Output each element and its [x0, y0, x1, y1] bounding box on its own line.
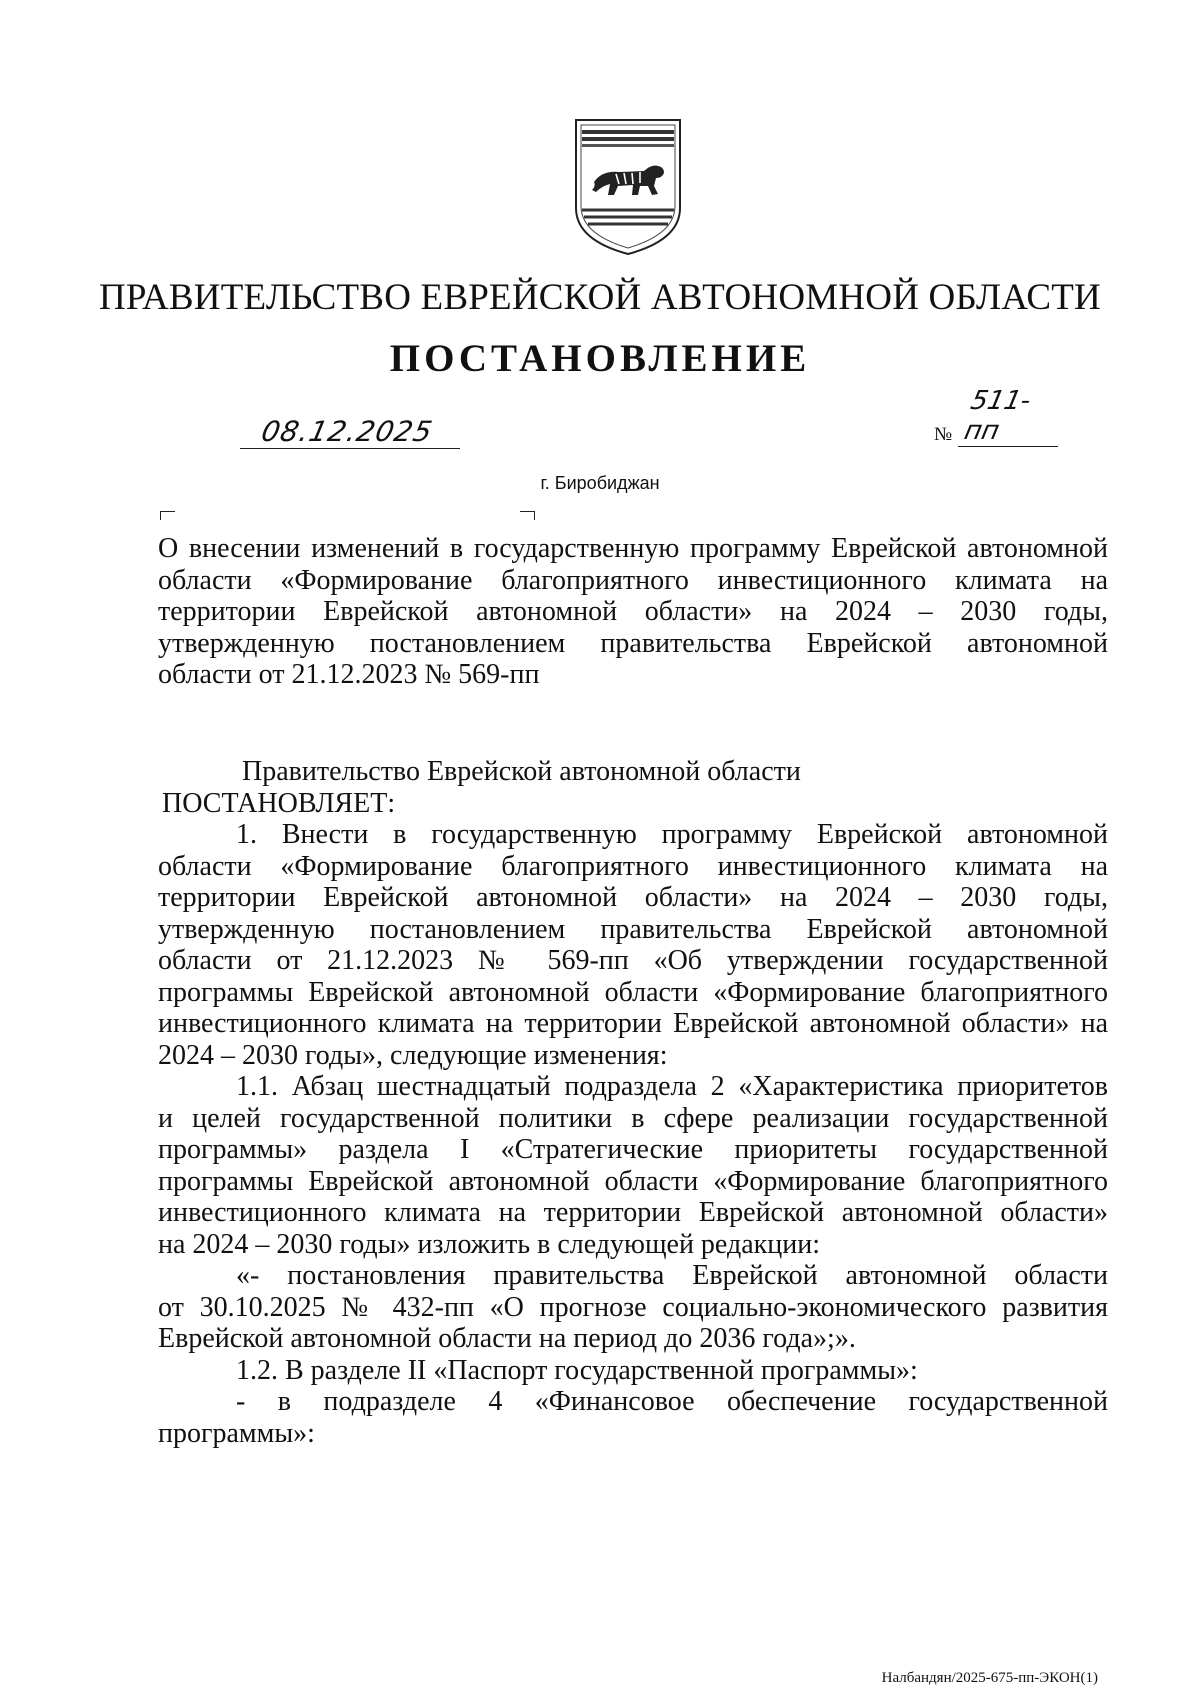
- quote-line: от 30.10.2025 № 432-пп «О прогнозе социально-экономического развития: [158, 1291, 1108, 1323]
- item-1-1-line: 1.1. Абзац шестнадцатый подраздела 2 «Характеристика приоритетов: [236, 1071, 1108, 1102]
- subitem-line: программы»:: [158, 1417, 315, 1449]
- item-1-1-line: и целей государственной политики в сфере реализации государственной: [158, 1102, 1108, 1134]
- document-number-field: [958, 386, 1058, 447]
- item-1-1-line: на 2024 – 2030 годы» изложить в следующей редакции:: [158, 1228, 820, 1260]
- item-1-line: инвестиционного климата на территории Еврейской автономной области» на: [158, 1008, 1108, 1039]
- coat-of-arms-icon: [572, 116, 684, 258]
- issuing-city: г. Биробиджан: [540, 473, 660, 493]
- item-1-line: программы Еврейской автономной области «Формирование благоприятного: [158, 976, 1108, 1008]
- item-1-1-line: программы Еврейской автономной области «Формирование благоприятного: [158, 1165, 1108, 1197]
- item-1-1-line: инвестиционного климата на территории Еврейской автономной области»: [158, 1197, 1108, 1228]
- title-line: области от 21.12.2023 № 569-пп: [158, 659, 540, 690]
- subitem-line: - в подразделе 4 «Финансовое обеспечение государственной: [236, 1386, 1108, 1417]
- title-line: территории Еврейской автономной области» на 2024 – 2030 годы,: [158, 596, 1108, 627]
- document-type: ПОСТАНОВЛЕНИЕ: [389, 337, 811, 380]
- quote-line: Еврейской автономной области на период до 2036 года»;».: [158, 1323, 856, 1354]
- item-1-line: 2024 – 2030 годы», следующие изменения:: [158, 1039, 668, 1071]
- item-1-line: утвержденную постановлением правительства Еврейской автономной: [158, 913, 1108, 945]
- title-line: утвержденную постановлением правительства Еврейской автономной: [158, 627, 1108, 659]
- item-1-line: 1. Внести в государственную программу Еврейской автономной: [236, 819, 1108, 850]
- item-1-line: области «Формирование благоприятного инвестиционного климата на: [158, 850, 1108, 882]
- quote-line: «- постановления правительства Еврейской автономной области: [236, 1260, 1108, 1291]
- item-1-2-line: 1.2. В разделе II «Паспорт государственной программы»:: [236, 1354, 918, 1386]
- title-corner-right: [520, 511, 535, 520]
- item-1-1-line: программы» раздела I «Стратегические приоритеты государственной: [158, 1134, 1108, 1165]
- item-1-line: территории Еврейской автономной области» на 2024 – 2030 годы,: [158, 882, 1108, 913]
- title-line: О внесении изменений в государственную программу Еврейской автономной: [158, 533, 1108, 564]
- document-date: 08.12.2025: [258, 415, 436, 448]
- document-body: [158, 756, 1108, 1449]
- document-date-field: [240, 415, 460, 449]
- title-corner-left: [160, 511, 175, 520]
- document-number: 511-пп: [961, 386, 1034, 446]
- issuing-authority: ПРАВИТЕЛЬСТВО ЕВРЕЙСКОЙ АВТОНОМНОЙ ОБЛАСТИ: [99, 277, 1101, 318]
- title-line: области «Формирование благоприятного инвестиционного климата на: [158, 564, 1108, 596]
- item-1-line: области от 21.12.2023 № 569-пп «Об утверждении государственной: [158, 945, 1108, 976]
- preamble-decree: ПОСТАНОВЛЯЕТ:: [162, 787, 396, 819]
- preamble-line: Правительство Еврейской автономной области: [242, 756, 801, 787]
- number-label: №: [934, 424, 953, 445]
- document-registry-code: Налбандян/2025-675-пп-ЭКОН(1): [881, 1670, 1098, 1686]
- document-title: [158, 533, 1108, 691]
